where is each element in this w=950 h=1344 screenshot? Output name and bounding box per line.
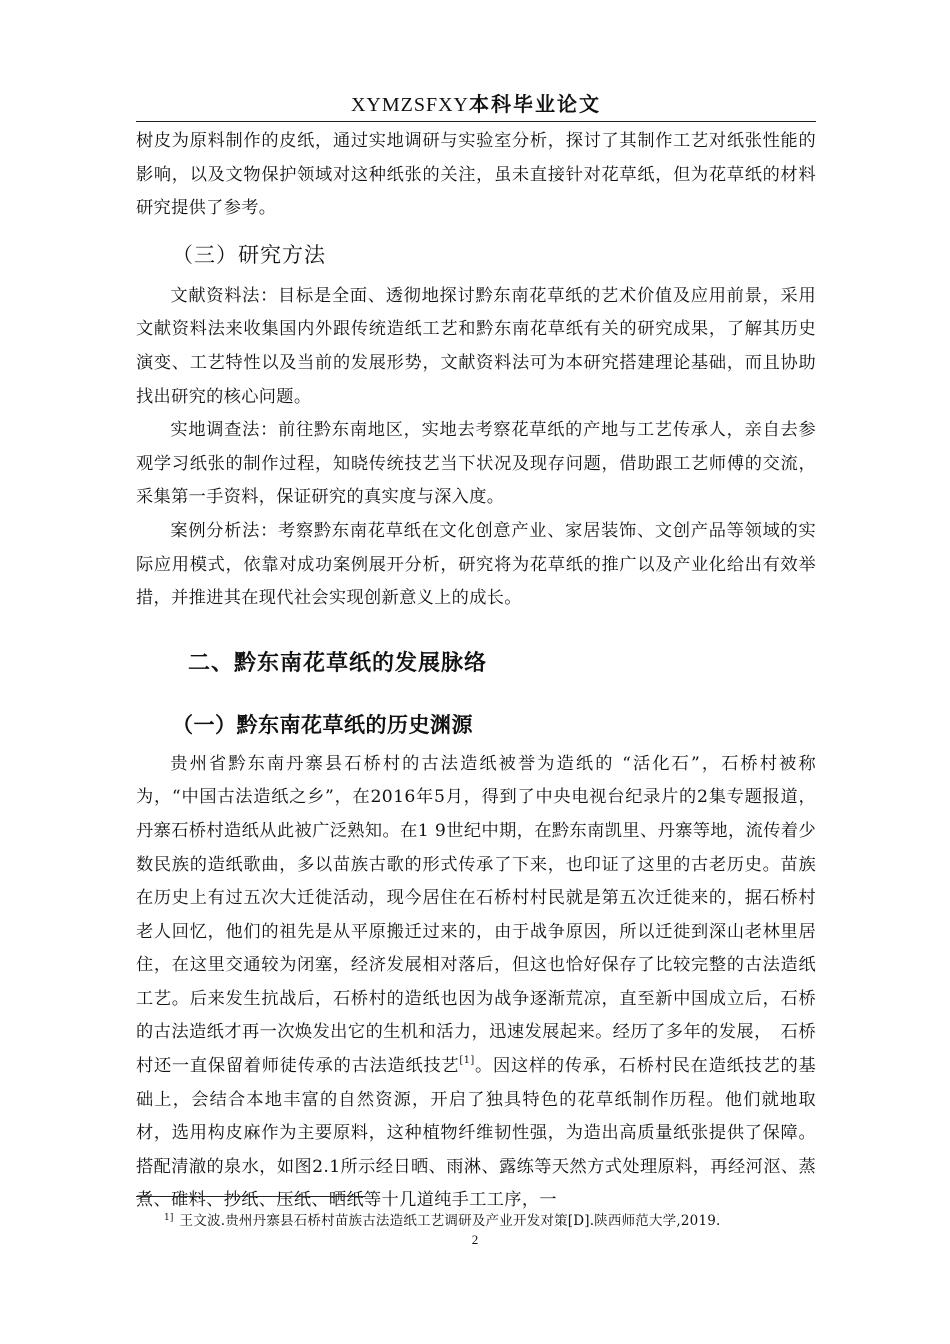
page-number: 2: [471, 1232, 479, 1247]
citation-ref[interactable]: [1]: [459, 1055, 475, 1067]
header-title-text: 本科毕业论文: [469, 92, 602, 116]
paragraph-continuation: 树皮为原料制作的皮纸，通过实地调研与实验室分析，探讨了其制作工艺对纸张性能的影响，以及文物保护领域对这种纸张的关注，虽未直接针对花草纸，但为花草纸的材料研究提供了参考。: [136, 131, 816, 219]
header-latin-text: XYMZSFXY: [350, 94, 470, 116]
chapter-heading: 二、黔东南花草纸的发展脉络: [188, 650, 488, 676]
paragraph-case-analysis-method: 案例分析法：考察黔东南花草纸在文化创意产业、家居装饰、文创产品等领域的实际应用模式，依靠对成功案例展开分析，研究将为花草纸的推广以及产业化给出有效举措，并推进其在现代社会实现创新意义上的成长。: [136, 520, 816, 609]
paragraph-history-part-b: 。因这样的传承，石桥村民在造纸技艺的基础上，会结合本地丰富的自然资源，开启了独具特色的花草纸制作历程。他们就地取材，选用构皮麻作为主要原料，这种植物纤维韧性强，为造出高质量纸张提供了保障。搭配清澈的泉水，如图2.1所示经日晒、雨淋、露练等天然方式处理原料，再经河沤、蒸煮、碓料、抄纸、压纸、晒纸等十几道纯手工工序，一: [136, 1056, 816, 1211]
running-header: [136, 88, 816, 120]
paragraph-history: [136, 748, 816, 1218]
section-heading-history: （一）黔东南花草纸的历史渊源: [172, 712, 473, 737]
body-text: [136, 125, 816, 1218]
paragraph-history-part-a: 贵州省黔东南丹寨县石桥村的古法造纸被誉为造纸的 “活化石”，石桥村被称为，“中国古法造纸之乡”，在2016年5月，得到了中央电视台纪录片的2集专题报道，丹寨石桥村造纸从此被广泛熟知。在1 9世纪中期，在黔东南凯里、丹寨等地，流传着少数民族的造纸歌曲，多以苗族古歌的形式传承了下来，也印证了这里的古老历史。苗族在历史上有过五次大迁徙活动，现今居住在石桥村村民就是第五次迁徙来的，据石桥村老人回忆，他们的祖先是从平原搬迁过来的，由于战争原因，所以迁徙到深山老林里居住，在这里交通较为闭塞，经济发展相对落后，但这也恰好保存了比较完整的古法造纸工艺。后来发生抗战后，石桥村的造纸也因为战争逐渐荒凉，直至新中国成立后，石桥的古法造纸才再一次焕发出它的生机和活力，迅速发展起来。经历了多年的发展， 石桥村还一直保留着师徒传承的古法造纸技艺: [136, 753, 816, 1077]
paragraph-field-survey-method: 实地调查法：前往黔东南地区，实地去考察花草纸的产地与工艺传承人，亲自去参观学习纸张的制作过程，知晓传统技艺当下状况及现存问题，借助跟工艺师傅的交流，采集第一手资料，保证研究的真实度与深入度。: [136, 420, 816, 508]
footnote: [164, 1208, 844, 1231]
paragraph-literature-method: 文献资料法：目标是全面、透彻地探讨黔东南花草纸的艺术价值及应用前景，采用文献资料法来收集国内外跟传统造纸工艺和黔东南花草纸有关的研究成果，了解其历史演变、工艺特性以及当前的发展形势，文献资料法可为本研究搭建理论基础，而且协助找出研究的核心问题。: [136, 285, 816, 407]
footnote-mark: 1]: [164, 1213, 174, 1223]
footnote-rule: [136, 1196, 366, 1197]
footnote-text: 王文波.贵州丹寨县石桥村苗族古法造纸工艺调研及产业开发对策[D].陕西师范大学,2019.: [179, 1213, 721, 1229]
header-rule: [136, 121, 816, 122]
section-heading-methods: （三）研究方法: [172, 242, 326, 267]
